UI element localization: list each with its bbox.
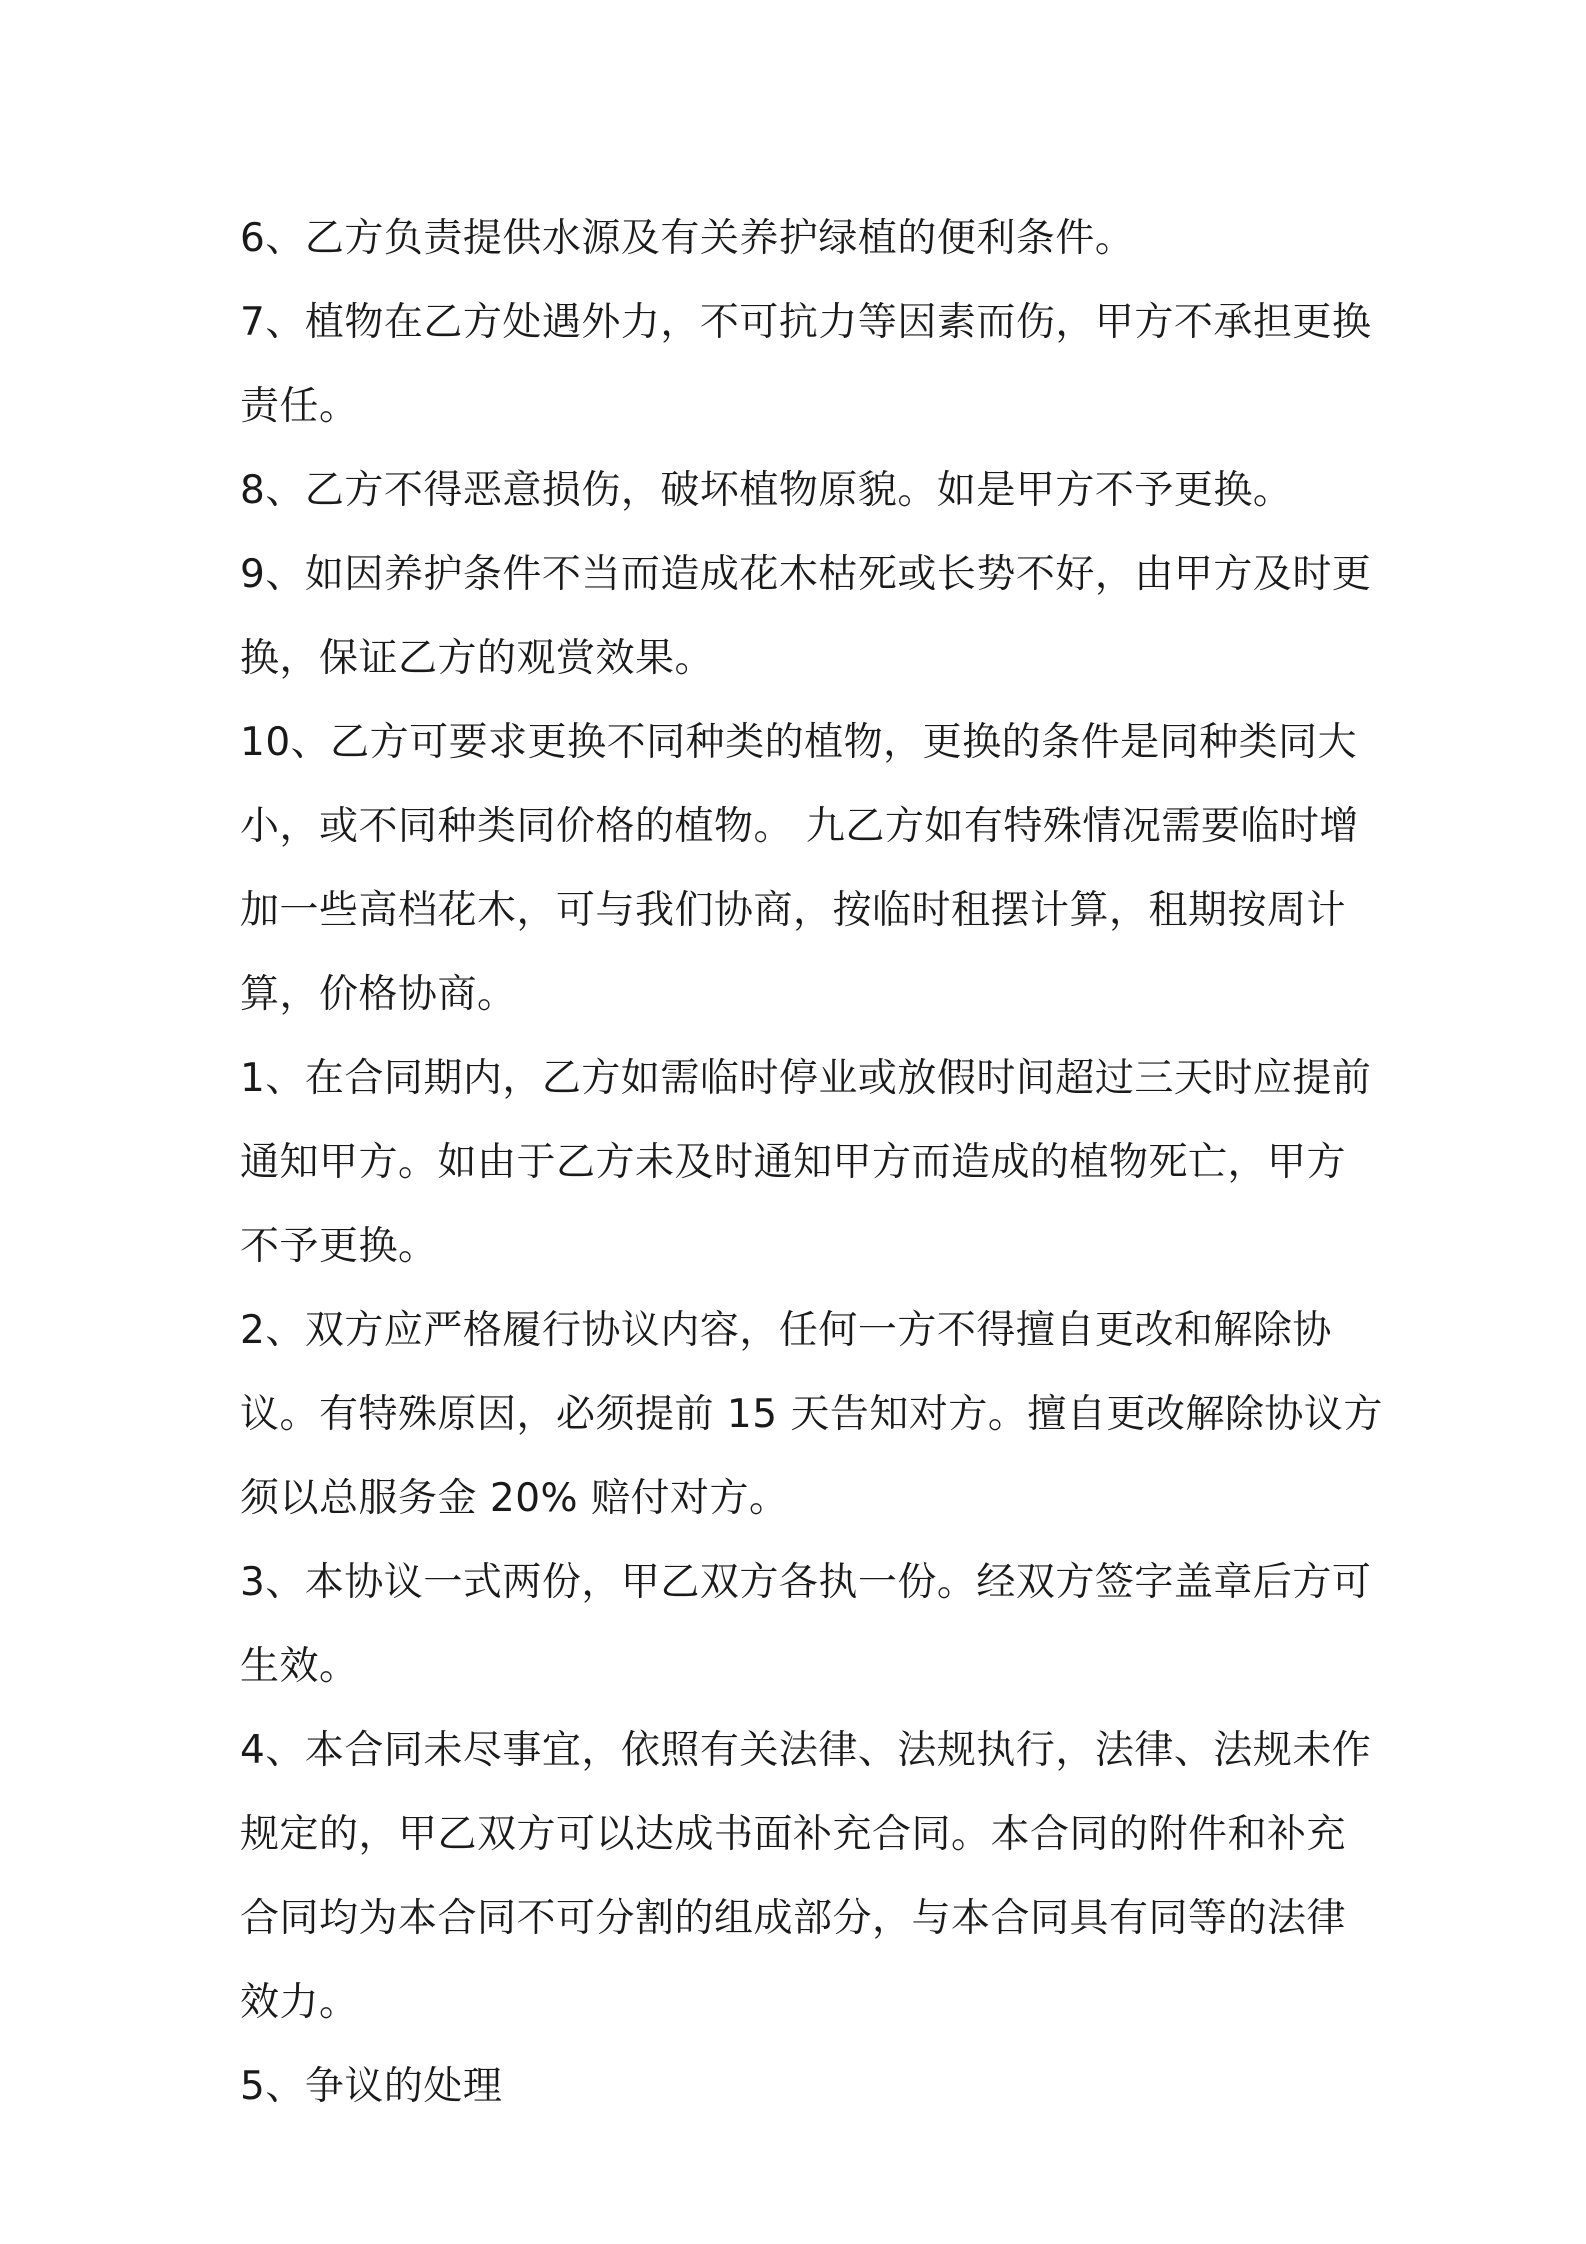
clause-5: 5、争议的处理 bbox=[240, 2064, 503, 2109]
clause-10: 10、乙方可要求更换不同种类的植物，更换的条件是同种类同大小，或不同种类同价格的植物。 九乙方如有特殊情况需要临时增加一些高档花木，可与我们协商，按临时租摆计算，租期按周计算，价格协商。 bbox=[240, 720, 1359, 1017]
document-body bbox=[240, 197, 1385, 2129]
clause-6: 6、乙方负责提供水源及有关养护绿植的便利条件。 bbox=[240, 216, 1135, 261]
clause-4: 4、本合同未尽事宜，依照有关法律、法规执行，法律、法规未作规定的，甲乙双方可以达成书面补充合同。本合同的附件和补充合同均为本合同不可分割的组成部分，与本合同具有同等的法律效力。 bbox=[240, 1728, 1372, 2025]
clause-2: 2、双方应严格履行协议内容，任何一方不得擅自更改和解除协议。有特殊原因，必须提前 15 天告知对方。擅自更改解除协议方须以总服务金 20% 赔付对方。 bbox=[240, 1308, 1383, 1521]
clause-1: 1、在合同期内，乙方如需临时停业或放假时间超过三天时应提前通知甲方。如由于乙方未及时通知甲方而造成的植物死亡，甲方不予更换。 bbox=[240, 1056, 1372, 1269]
clause-9: 9、如因养护条件不当而造成花木枯死或长势不好，由甲方及时更换，保证乙方的观赏效果。 bbox=[240, 552, 1372, 681]
clause-8: 8、乙方不得恶意损伤，破坏植物原貌。如是甲方不予更换。 bbox=[240, 468, 1293, 513]
clause-3: 3、本协议一式两份，甲乙双方各执一份。经双方签字盖章后方可生效。 bbox=[240, 1560, 1372, 1689]
clause-7: 7、植物在乙方处遇外力，不可抗力等因素而伤，甲方不承担更换责任。 bbox=[240, 300, 1372, 429]
